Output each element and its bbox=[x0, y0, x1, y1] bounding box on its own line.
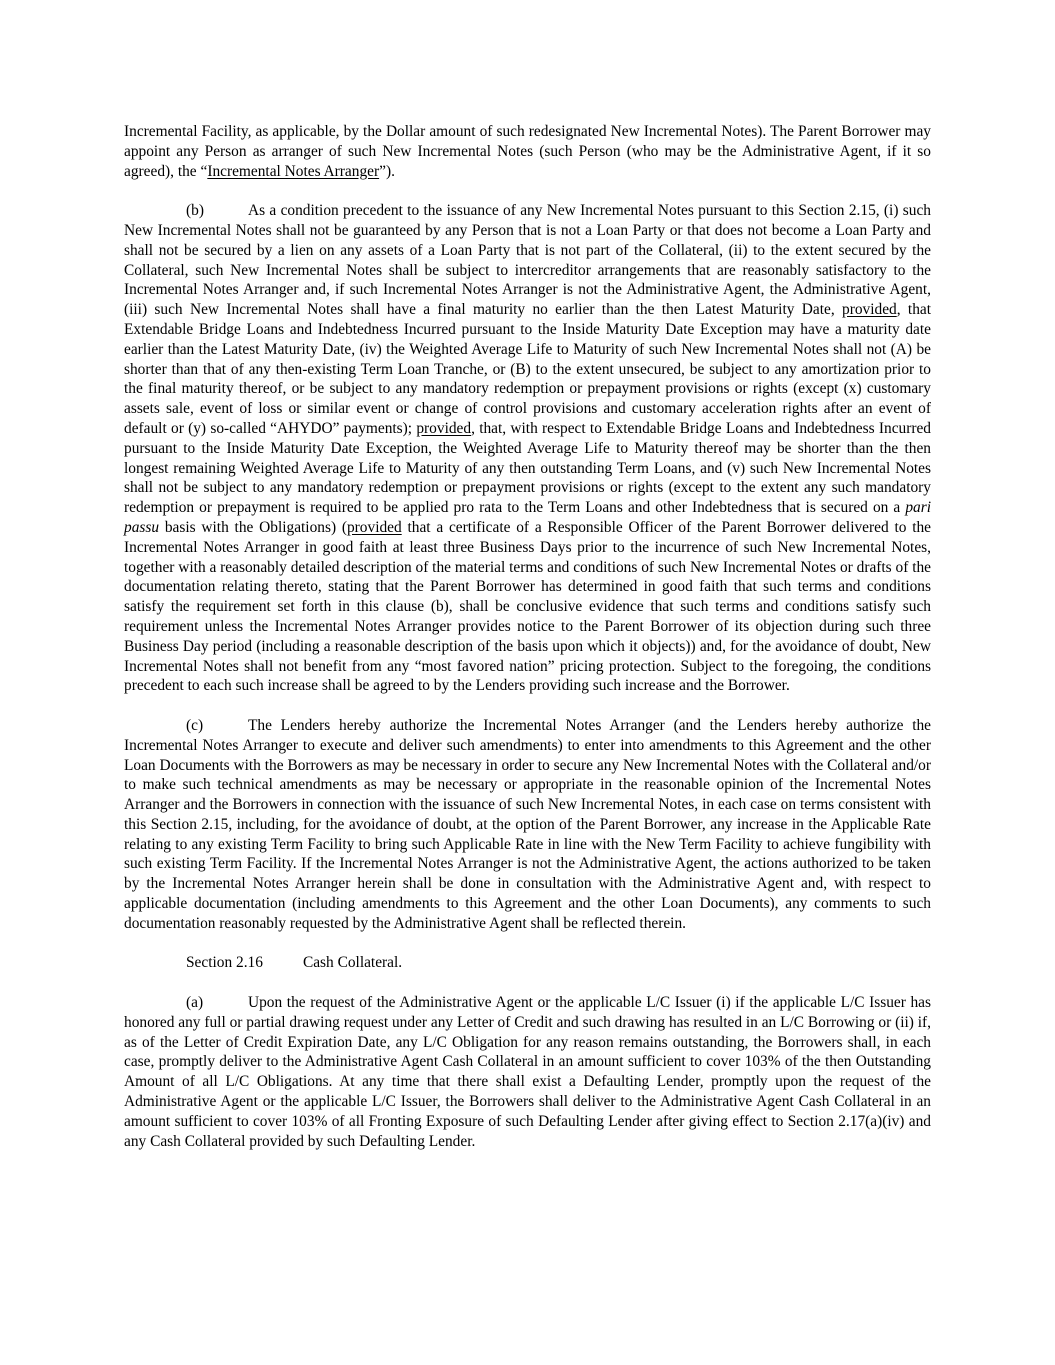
paragraph-intro bbox=[124, 122, 931, 181]
paragraph-a bbox=[124, 993, 931, 1151]
intro-text-1: Incremental Facility, as applicable, by the Dollar amount of such redesignated New Incremental Notes). The Parent Borrower may appoint any Person as arranger of such New Incremental Notes (such Person (who may be the Administrative Agent, if it so agreed), the “ bbox=[124, 123, 931, 180]
pari-passu-term: pari passu bbox=[124, 499, 931, 536]
clause-label-a: (a) bbox=[186, 994, 204, 1012]
clause-label-c: (c) bbox=[186, 716, 204, 734]
document-page bbox=[124, 122, 931, 1171]
provided-term-1: provided bbox=[842, 301, 897, 319]
provided-term-2: provided bbox=[416, 419, 472, 437]
paragraph-b bbox=[124, 201, 931, 696]
para-b-text-1: As a condition precedent to the issuance of any New Incremental Notes pursuant to this Section 2.15, (i) such New Incremental Notes shall not be guaranteed by any Person that is not a Loan Party or that does not become a Loan Party and shall not be secured by a lien on any assets of a Loan Party that is not part of the Collateral, (ii) to the extent secured by the Collateral, such New Incremental Notes shall be subject to intercreditor arrangements that are reasonably satisfactory to the Incremental Notes Arranger and, if such Incremental Notes Arranger is not the Administrative Agent, the Administrative Agent, (iii) such New Incremental Notes shall have a final maturity no earlier than the then Latest Maturity Date, bbox=[124, 202, 931, 319]
intro-text-2: ”). bbox=[379, 162, 395, 180]
para-b-text-3: , that, with respect to Extendable Bridge Loans and Indebtedness Incurred pursuant to the Inside Maturity Date Exception, the Weighted Average Life to Maturity thereof may be shorter than the then longest remaining Weighted Average Life to Maturity of any then outstanding Term Loans, and (v) such New Incremental Notes shall not be subject to any mandatory redemption or prepayment provisions or rights (except to the extent any such mandatory redemption or prepayment is required to be applied pro rata to the Term Loans and other Indebtedness that is secured on a bbox=[124, 419, 931, 517]
para-b-text-2: , that Extendable Bridge Loans and Indebtedness Incurred pursuant to the Inside Maturity Date Exception may have a maturity date earlier than the Latest Maturity Date, (iv) the Weighted Average Life to Maturity of such New Incremental Notes shall not (A) be shorter than that of any then-existing Term Loan Tranche, or (B) to the extent unsecured, be subject to any amortization prior to the final maturity thereof, or be subject to any mandatory redemption or prepayment provisions or rights (except (x) customary assets sale, event of loss or similar event or change of control provisions and customary acceleration rights after an event of default or (y) so-called “AHYDO” payments); bbox=[124, 301, 931, 437]
para-c-text: The Lenders hereby authorize the Incremental Notes Arranger (and the Lenders hereby authorize the Incremental Notes Arranger to execute and deliver such amendments) to enter into amendments to this Agreement and the other Loan Documents with the Borrowers as may be necessary in order to secure any New Incremental Notes with the Collateral and/or to make such technical amendments as may be necessary or appropriate in the reasonable opinion of the Incremental Notes Arranger and the Borrowers in connection with the issuance of such New Incremental Notes, in each case on terms consistent with this Section 2.15, including, for the avoidance of doubt, at the option of the Parent Borrower, any increase in the Applicable Rate relating to any existing Term Facility to bring such Applicable Rate in line with the New Term Facility to achieve fungibility with such existing Term Facility. If the Incremental Notes Arranger is not the Administrative Agent, the actions authorized to be taken by the Incremental Notes Arranger herein shall be done in consultation with the Administrative Agent and, with respect to applicable documentation (including amendments to this Agreement and the other Loan Documents), any comments to such documentation reasonably requested by the Administrative Agent shall be reflected therein. bbox=[124, 716, 931, 932]
section-number: Section 2.16 bbox=[186, 954, 263, 972]
clause-label-b: (b) bbox=[186, 202, 204, 220]
para-b-text-5: that a certificate of a Responsible Officer of the Parent Borrower delivered to the Incremental Notes Arranger in good faith at least three Business Days prior to the incurrence of such New Incremental Notes, together with a reasonably detailed description of the material terms and conditions of such New Incremental Notes or drafts of the documentation relating thereto, stating that the Parent Borrower has determined in good faith that such terms and conditions satisfy the requirement set forth in this clause (b), shall be conclusive evidence that such terms and conditions satisfy such requirement unless the Incremental Notes Arranger provides notice to the Parent Borrower of its objection during such three Business Day period (including a reasonable description of the basis upon which it objects)) and, for the avoidance of doubt, New Incremental Notes shall not benefit from any “most favored nation” pricing protection. Subject to the foregoing, the conditions precedent to each such increase shall be agreed to by the Lenders providing such increase and the Borrower. bbox=[124, 518, 931, 695]
para-a-text: Upon the request of the Administrative Agent or the applicable L/C Issuer (i) if the applicable L/C Issuer has honored any full or partial drawing request under any Letter of Credit and such drawing has resulted in an L/C Borrowing or (ii) if, as of the Letter of Credit Expiration Date, any L/C Obligation for any reason remains outstanding, the Borrowers shall, in each case, promptly deliver to the Administrative Agent Cash Collateral in an amount sufficient to cover 103% of the then Outstanding Amount of all L/C Obligations. At any time that there shall exist a Defaulting Lender, promptly upon the request of the Administrative Agent or the applicable L/C Issuer, the Borrowers shall deliver to the Administrative Agent Cash Collateral in an amount sufficient to cover 103% of all Fronting Exposure of such Defaulting Lender after giving effect to Section 2.17(a)(iv) and any Cash Collateral provided by such Defaulting Lender. bbox=[124, 994, 931, 1150]
paragraph-c bbox=[124, 716, 931, 934]
para-b-text-4: basis with the Obligations) ( bbox=[159, 518, 347, 536]
section-title: Cash Collateral. bbox=[302, 954, 403, 972]
provided-term-3: provided bbox=[346, 518, 402, 536]
section-heading bbox=[124, 953, 931, 973]
defined-term-incremental-notes-arranger: Incremental Notes Arranger bbox=[207, 162, 380, 180]
